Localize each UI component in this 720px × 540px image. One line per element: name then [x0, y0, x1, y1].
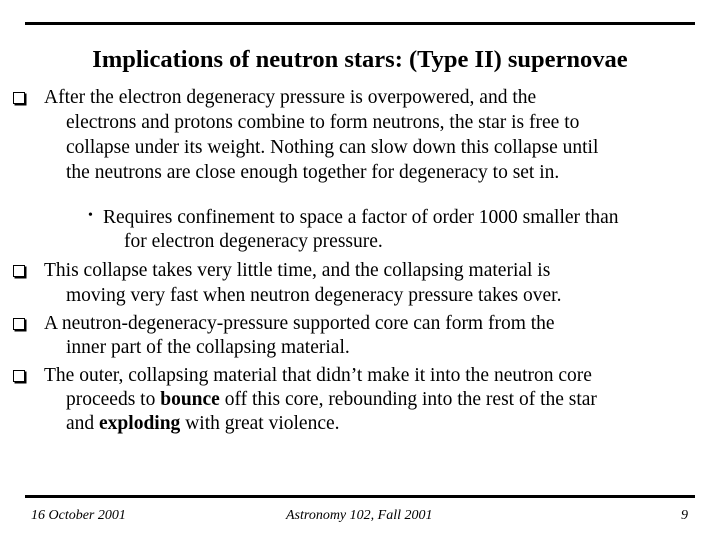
- bullet-text: After the electron degeneracy pressure is overpowered, and the: [44, 87, 537, 108]
- bullet-text: [66, 412, 340, 436]
- text-segment: off this core, rebounding into the rest of the star: [219, 389, 597, 410]
- bullet-text: Requires confinement to space a factor of order 1000 smaller than: [103, 207, 619, 228]
- bullet-text: moving very fast when neutron degeneracy pressure takes over.: [66, 285, 562, 306]
- bold-term: bounce: [160, 389, 220, 410]
- dot-bullet-icon: •: [88, 208, 93, 223]
- top-rule: [25, 22, 695, 25]
- page-number: 9: [681, 508, 688, 523]
- checkbox-bullet-icon: [13, 92, 25, 104]
- footer-date: 16 October 2001: [31, 508, 126, 523]
- checkbox-bullet-icon: [13, 318, 25, 330]
- checkbox-bullet-icon: [13, 265, 25, 277]
- bullet-text: [66, 388, 597, 412]
- bullet-text: electrons and protons combine to form neutrons, the star is free to: [66, 112, 580, 133]
- bullet-text: A neutron-degeneracy-pressure supported core can form from the: [44, 313, 555, 334]
- bullet-text: The outer, collapsing material that didn’t make it into the neutron core: [44, 365, 592, 386]
- footer-course: Astronomy 102, Fall 2001: [286, 508, 433, 523]
- text-segment: proceeds to: [66, 389, 161, 410]
- bullet-text: the neutrons are close enough together for degeneracy to set in.: [66, 162, 560, 183]
- bullet-text: This collapse takes very little time, and the collapsing material is: [44, 260, 551, 281]
- bullet-text: collapse under its weight. Nothing can slow down this collapse until: [66, 137, 599, 158]
- checkbox-bullet-icon: [13, 370, 25, 382]
- bullet-text: for electron degeneracy pressure.: [124, 231, 383, 252]
- bold-term: exploding: [99, 413, 181, 434]
- bullet-text: inner part of the collapsing material.: [66, 337, 350, 358]
- text-segment: with great violence.: [180, 413, 340, 434]
- text-segment: and: [66, 413, 100, 434]
- slide-title: Implications of neutron stars: (Type II) supernovae: [92, 46, 628, 73]
- bottom-rule: [25, 495, 695, 498]
